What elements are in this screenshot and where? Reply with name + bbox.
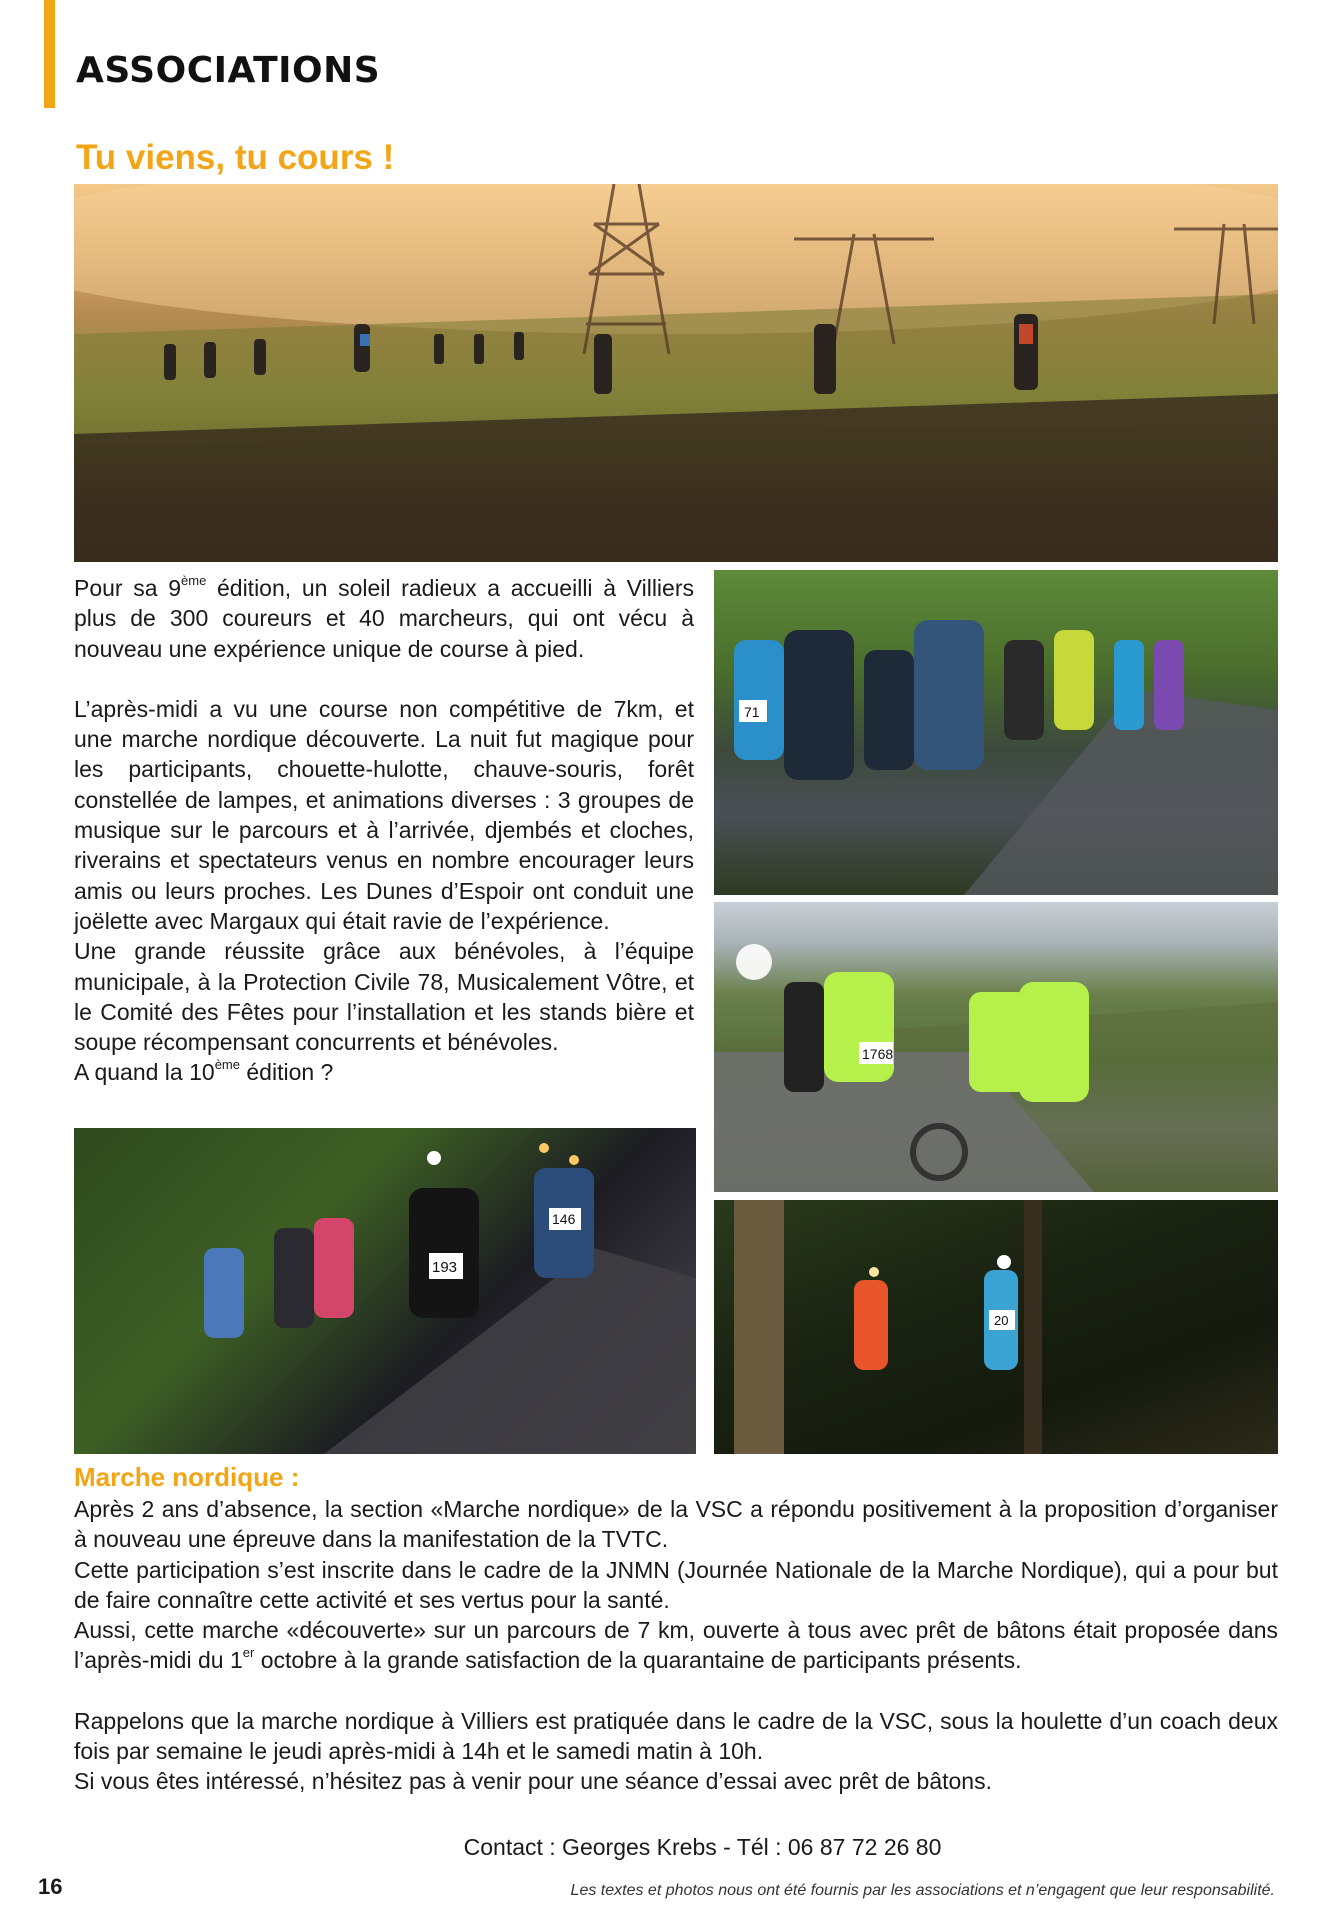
footer-disclaimer: Les textes et photos nous ont été fournis par les associations et n’engagent que leur responsabilité. bbox=[570, 1882, 1275, 1899]
superscript: er bbox=[242, 1645, 255, 1661]
bib-number: 1768 bbox=[862, 1046, 894, 1062]
article-headline: Tu viens, tu cours ! bbox=[76, 138, 395, 177]
nordic-walking-subheading: Marche nordique : bbox=[74, 1462, 300, 1492]
text-fragment: édition, un soleil radieux a accueilli à Villiers plus de 300 coureurs et 40 marcheurs, qui ont vécu à nouveau une expérience unique de course à pied. bbox=[74, 575, 694, 662]
nordic-paragraph-jnmn: Cette participation s’est inscrite dans le cadre de la JNMN (Journée Nationale de la Marche Nordique), qui a pour but de faire connaître cette activité et ses vertus pour la santé. bbox=[74, 1556, 1278, 1613]
article-paragraph-intro bbox=[74, 573, 694, 664]
photo-runners-field-sunrise bbox=[74, 184, 1278, 562]
nordic-paragraph-schedule: Rappelons que la marche nordique à Villiers est pratiquée dans le cadre de la VSC, sous la houlette d’un coach deux fois par semaine le jeudi après-midi à 14h et le samedi matin à 10h. bbox=[74, 1707, 1278, 1765]
joelette-scene-illustration bbox=[714, 902, 1278, 1192]
field-scene-illustration bbox=[74, 184, 1278, 562]
forest-scene-illustration bbox=[714, 1200, 1278, 1454]
photo-night-runners-children bbox=[74, 1128, 696, 1454]
page-number: 16 bbox=[38, 1874, 63, 1899]
bib-number: 193 bbox=[432, 1259, 458, 1276]
superscript: ème bbox=[214, 1057, 240, 1073]
superscript: ème bbox=[181, 573, 207, 588]
text-fragment: Pour sa 9 bbox=[74, 575, 182, 601]
nordic-walking-text bbox=[74, 1494, 1278, 1797]
article-text-column bbox=[74, 573, 694, 1088]
text-fragment: A quand la 10 bbox=[74, 1059, 215, 1086]
night-scene-illustration bbox=[74, 1128, 696, 1454]
road-group-illustration bbox=[714, 570, 1278, 895]
text-fragment: Aussi, cette marche «découverte» sur un parcours de 7 km, ouverte à tous avec prêt de bâtons était proposée dans l’après-midi du 1 bbox=[74, 1617, 1278, 1674]
section-title: ASSOCIATIONS bbox=[76, 50, 381, 91]
nordic-paragraph-discovery bbox=[74, 1615, 1278, 1676]
photo-forest-headlamp-runners bbox=[714, 1200, 1278, 1454]
bib-number: 20 bbox=[994, 1313, 1009, 1328]
article-paragraph-next-edition bbox=[74, 1057, 694, 1087]
nordic-paragraph-invitation: Si vous êtes intéressé, n’hésitez pas à venir pour une séance d’essai avec prêt de bâtons. bbox=[74, 1768, 992, 1795]
text-fragment: édition ? bbox=[239, 1059, 334, 1086]
nordic-paragraph-return: Après 2 ans d’absence, la section «Marche nordique» de la VSC a répondu positivement à la proposition d’organiser à nouveau une épreuve dans la manifestation de la TVTC. bbox=[74, 1496, 1278, 1553]
contact-line: Contact : Georges Krebs - Tél : 06 87 72 26 80 bbox=[463, 1834, 942, 1860]
bib-number: 71 bbox=[744, 704, 760, 720]
photo-runners-group-road bbox=[714, 570, 1278, 895]
text-fragment: octobre à la grande satisfaction de la quarantaine de participants présents. bbox=[254, 1647, 1022, 1674]
section-accent-bar bbox=[44, 0, 55, 108]
bib-number: 146 bbox=[552, 1211, 576, 1227]
article-paragraph-afternoon: L’après-midi a vu une course non compétitive de 7km, et une marche nordique découverte. La nuit fut magique pour les participants, chouette-hulotte, chauve-souris, forêt constellée de lampes, et animations diverses : 3 groupes de musique sur le parcours et à l’arrivée, djembés et cloches, riverains et spectateurs venus en nombre encourager leurs amis ou leurs proches. Les Dunes d’Espoir ont conduit une joëlette avec Margaux qui était ravie de l’expérience. bbox=[74, 695, 694, 934]
photo-runners-neon-joelette bbox=[714, 902, 1278, 1192]
article-paragraph-thanks: Une grande réussite grâce aux bénévoles, à l’équipe municipale, à la Protection Civile 78, Musicalement Vôtre, et le Comité des Fêtes pour l’installation et les stands bière et soupe récompensant concurrents et bénévoles. bbox=[74, 938, 694, 1056]
